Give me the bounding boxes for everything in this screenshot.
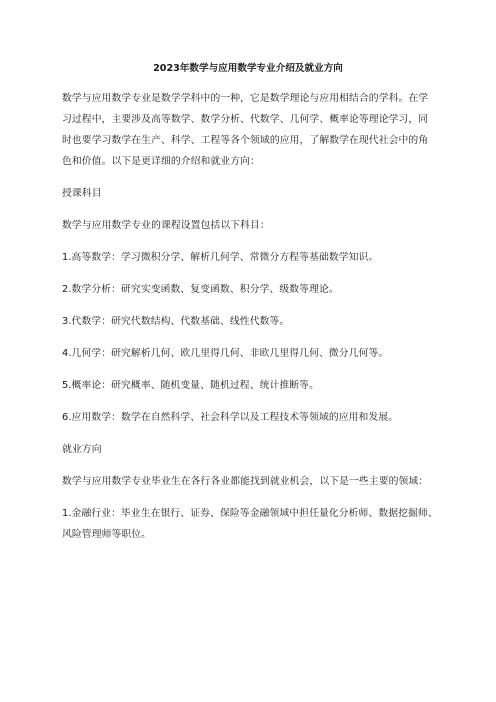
courses-lead: 数学与应用数学专业的课程设置包括以下科目： xyxy=(62,220,270,231)
career-item-1 xyxy=(62,503,440,545)
document-title: 2023年数学与应用数学专业介绍及就业方向 xyxy=(153,63,343,74)
course-item-1: 1.高等数学：学习微积分学、解析几何学、常微分方程等基础数学知识。 xyxy=(62,252,379,263)
intro-line: 时也要学习数学在生产、科学、工程等各个领域的应用，了解数学在现代社会中的角 xyxy=(62,135,429,146)
intro-paragraph xyxy=(62,88,440,172)
careers-lead: 数学与应用数学专业毕业生在各行各业都能找到就业机会，以下是一些主要的领域： xyxy=(62,476,429,487)
intro-line: 数学与应用数学专业是数学学科中的一种，它是数学理论与应用相结合的学科。在学 xyxy=(62,93,429,104)
course-item-6: 6.应用数学：数学在自然科学、社会科学以及工程技术等领域的应用和发展。 xyxy=(62,412,399,423)
intro-line: 色和价值。以下是更详细的介绍和就业方向： xyxy=(62,156,260,167)
intro-line: 习过程中，主要涉及高等数学、数学分析、代数学、几何学、概率论等理论学习，同 xyxy=(62,114,429,125)
courses-heading: 授课科目 xyxy=(62,188,102,199)
careers-heading: 就业方向 xyxy=(62,444,102,455)
document-body xyxy=(62,88,440,556)
course-item-4: 4.几何学：研究解析几何、欧几里得几何、非欧几里得几何、微分几何等。 xyxy=(62,348,389,359)
course-item-5: 5.概率论：研究概率、随机变量、随机过程、统计推断等。 xyxy=(62,380,319,391)
career-item-line: 1.金融行业：毕业生在银行、证券、保险等金融领域中担任量化分析师、数据挖掘师、 xyxy=(62,508,438,519)
course-item-2: 2.数学分析：研究实变函数、复变函数、积分学、级数等理论。 xyxy=(62,284,339,295)
career-item-line: 风险管理师等职位。 xyxy=(62,529,152,540)
course-item-3: 3.代数学：研究代数结构、代数基础、线性代数等。 xyxy=(62,316,290,327)
